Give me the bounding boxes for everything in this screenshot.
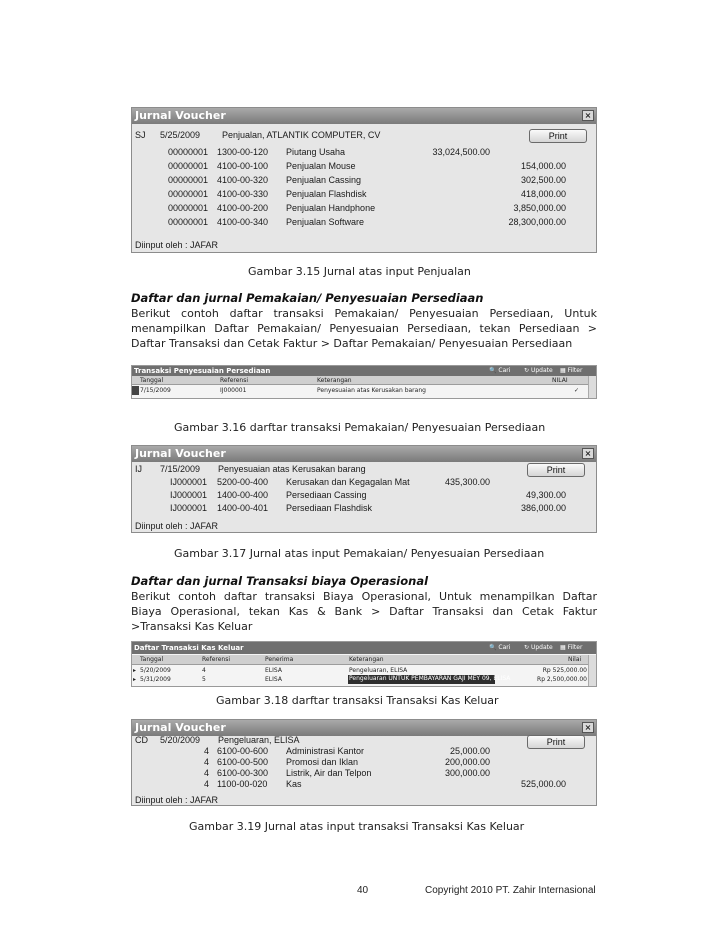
account-code: 1100-00-020 (217, 779, 268, 789)
paragraph-line: Berikut contoh daftar transaksi Pemakaian/ Penyesuaian Persediaan, Untuk (131, 307, 597, 320)
credit-amount: 154,000.00 (520, 161, 566, 171)
cell-tanggal: 5/31/2009 (140, 676, 171, 683)
account-code: 6100-00-600 (217, 746, 269, 756)
account-code: 1300-00-120 (217, 147, 269, 157)
close-icon[interactable]: × (582, 722, 594, 733)
input-by-label: Diinput oleh : JAFAR (135, 240, 219, 250)
journal-description: Penjualan, ATLANTIK COMPUTER, CV (222, 130, 381, 140)
credit-amount: 386,000.00 (520, 503, 566, 513)
column-header-nilai[interactable]: NILAI (552, 377, 568, 384)
account-name: Promosi dan Iklan (286, 757, 359, 767)
row-number: IJ000001 (170, 503, 208, 513)
paragraph-line: Biaya Operasional, tekan Kas & Bank > Daftar Transaksi dan Cetak Faktur (131, 605, 597, 618)
filter-icon[interactable]: ▦ Filter (560, 644, 583, 651)
credit-amount: 49,300.00 (525, 490, 566, 500)
update-icon[interactable]: ↻ Update (524, 644, 553, 651)
print-button[interactable]: Print (527, 735, 585, 749)
debit-amount: 33,024,500.00 (432, 147, 490, 157)
figure-caption: Gambar 3.19 Jurnal atas input transaksi Transaksi Kas Keluar (189, 820, 525, 833)
journal-type: CD (135, 735, 148, 745)
account-name: Persediaan Flashdisk (286, 503, 373, 513)
cell-penerima: ELISA (265, 676, 282, 683)
search-icon[interactable]: 🔍 Cari (489, 367, 511, 374)
journal-description: Penyesuaian atas Kerusakan barang (218, 464, 366, 474)
paragraph-line: Daftar Transaksi dan Cetak Faktur > Daftar Pemakaian/ Penyesuaian Persediaan (131, 337, 573, 350)
section-heading: Daftar dan jurnal Transaksi biaya Operasional (131, 574, 429, 588)
journal-description: Pengeluaran, ELISA (218, 735, 300, 745)
account-name: Penjualan Handphone (286, 203, 376, 213)
daftar-kas-keluar-grid (131, 641, 597, 687)
row-number: 4 (204, 746, 210, 756)
row-arrow-icon: ▸ (133, 667, 137, 674)
row-number: 4 (204, 779, 210, 789)
paragraph-line: Berikut contoh daftar transaksi Biaya Operasional, Untuk menampilkan Daftar (131, 590, 597, 603)
figure-caption: Gambar 3.17 Jurnal atas input Pemakaian/ Penyesuaian Persediaan (174, 547, 545, 560)
account-code: 1400-00-401 (217, 503, 269, 513)
print-button[interactable]: Print (529, 129, 587, 143)
cell-penerima: ELISA (265, 667, 282, 674)
account-name: Persediaan Cassing (286, 490, 367, 500)
credit-amount: 525,000.00 (520, 779, 566, 789)
account-name: Kas (286, 779, 302, 789)
credit-amount: 418,000.00 (520, 189, 566, 199)
window-title: Jurnal Voucher (132, 446, 596, 462)
cell-nilai: Rp 525,000.00 (542, 667, 587, 674)
check-icon: ✓ (574, 387, 580, 394)
credit-amount: 28,300,000.00 (508, 217, 566, 227)
credit-amount: 3,850,000.00 (513, 203, 566, 213)
update-icon[interactable]: ↻ Update (524, 367, 553, 374)
jurnal-voucher-penyesuaian-window (131, 445, 597, 533)
figure-caption: Gambar 3.16 darftar transaksi Pemakaian/ Penyesuaian Persediaan (174, 421, 546, 434)
account-name: Penjualan Mouse (286, 161, 356, 171)
row-arrow-icon: ▸ (133, 676, 137, 683)
column-header-keterangan[interactable]: Keterangan (349, 656, 384, 663)
row-number: 00000001 (168, 217, 209, 227)
column-header-penerima[interactable]: Penerima (265, 656, 294, 663)
transaksi-penyesuaian-grid (131, 365, 597, 399)
close-icon[interactable]: × (582, 448, 594, 459)
account-name: Penjualan Software (286, 217, 365, 227)
account-code: 6100-00-500 (217, 757, 269, 767)
grid-title: Transaksi Penyesuaian Persediaan (132, 366, 596, 376)
grid-header (132, 376, 588, 385)
page-number: 40 (357, 885, 369, 896)
print-button[interactable]: Print (527, 463, 585, 477)
debit-amount: 200,000.00 (444, 757, 490, 767)
cari-button[interactable]: Cari (498, 367, 511, 374)
journal-type: IJ (135, 464, 143, 474)
debit-amount: 300,000.00 (444, 768, 490, 778)
column-header-keterangan[interactable]: Keterangan (317, 377, 352, 384)
column-header-tanggal[interactable]: Tanggal (140, 377, 164, 384)
figure-caption: Gambar 3.18 darftar transaksi Transaksi Kas Keluar (216, 694, 499, 707)
filter-button[interactable]: Filter (567, 644, 583, 651)
debit-amount: 25,000.00 (449, 746, 490, 756)
section-heading: Daftar dan jurnal Pemakaian/ Penyesuaian Persediaan (131, 291, 484, 305)
column-header-referensi[interactable]: Referensi (202, 656, 231, 663)
figure-caption: Gambar 3.15 Jurnal atas input Penjualan (248, 265, 471, 278)
account-code: 4100-00-320 (217, 175, 269, 185)
debit-amount: 435,300.00 (444, 477, 490, 487)
cell-referensi: IJ000001 (220, 387, 247, 394)
cell-referensi: 5 (202, 676, 206, 683)
account-name: Administrasi Kantor (286, 746, 365, 756)
update-button[interactable]: Update (530, 367, 553, 374)
column-header-referensi[interactable]: Referensi (220, 377, 249, 384)
row-number: 4 (204, 768, 210, 778)
close-icon[interactable]: × (582, 110, 594, 121)
grid-title: Daftar Transaksi Kas Keluar (132, 642, 596, 654)
filter-button[interactable]: Filter (567, 367, 583, 374)
jurnal-voucher-penjualan-window (131, 107, 597, 253)
account-name: Listrik, Air dan Telpon (286, 768, 372, 778)
row-number: 00000001 (168, 161, 209, 171)
paragraph-line: >Transaksi Kas Keluar (131, 620, 253, 633)
account-code: 4100-00-100 (217, 161, 269, 171)
row-number: IJ000001 (170, 490, 208, 500)
account-name: Piutang Usaha (286, 147, 346, 157)
cell-tanggal: 5/20/2009 (140, 667, 171, 674)
credit-amount: 302,500.00 (520, 175, 566, 185)
vertical-scrollbar[interactable] (588, 655, 596, 686)
row-number: 4 (204, 757, 210, 767)
column-header-nilai[interactable]: Nilai (568, 656, 582, 663)
account-name: Penjualan Flashdisk (286, 189, 367, 199)
account-code: 4100-00-330 (217, 189, 269, 199)
row-indicator (132, 386, 139, 395)
vertical-scrollbar[interactable] (588, 376, 596, 398)
update-button[interactable]: Update (530, 644, 553, 651)
cell-nilai: Rp 2,500,000.00 (537, 676, 587, 683)
cell-keterangan: Penyesuaian atas Kerusakan barang (317, 387, 426, 394)
row-number: 00000001 (168, 147, 209, 157)
window-title: Jurnal Voucher (132, 108, 596, 124)
search-icon[interactable]: 🔍 Cari (489, 644, 511, 651)
cell-tanggal: 7/15/2009 (140, 387, 171, 394)
journal-date: 5/25/2009 (160, 130, 201, 140)
account-code: 4100-00-200 (217, 203, 269, 213)
input-by-label: Diinput oleh : JAFAR (135, 795, 219, 805)
account-code: 4100-00-340 (217, 217, 269, 227)
cell-keterangan: Pengeluaran, ELISA (349, 667, 408, 674)
paragraph-line: menampilkan Daftar Pemakaian/ Penyesuaian Persediaan, tekan Persediaan > (131, 322, 597, 335)
cell-keterangan-selected: Pengeluaran UNTUK PEMBAYARAN GAJI MEY 09, ELISA (349, 675, 511, 682)
copyright: Copyright 2010 PT. Zahir Internasional (425, 885, 596, 896)
account-code: 6100-00-300 (217, 768, 269, 778)
journal-date: 7/15/2009 (160, 464, 201, 474)
filter-icon[interactable]: ▦ Filter (560, 367, 583, 374)
cari-button[interactable]: Cari (498, 644, 511, 651)
column-header-tanggal[interactable]: Tanggal (140, 656, 164, 663)
row-number: 00000001 (168, 175, 209, 185)
cell-referensi: 4 (202, 667, 206, 674)
input-by-label: Diinput oleh : JAFAR (135, 521, 219, 531)
row-number: IJ000001 (170, 477, 208, 487)
row-number: 00000001 (168, 189, 209, 199)
journal-date: 5/20/2009 (160, 735, 201, 745)
jurnal-voucher-kas-keluar-window (131, 719, 597, 806)
account-name: Penjualan Cassing (286, 175, 362, 185)
account-name: Kerusakan dan Kegagalan Mat (286, 477, 410, 487)
row-number: 00000001 (168, 203, 209, 213)
account-code: 1400-00-400 (217, 490, 269, 500)
window-title: Jurnal Voucher (132, 720, 596, 736)
journal-type: SJ (135, 130, 146, 140)
account-code: 5200-00-400 (217, 477, 269, 487)
